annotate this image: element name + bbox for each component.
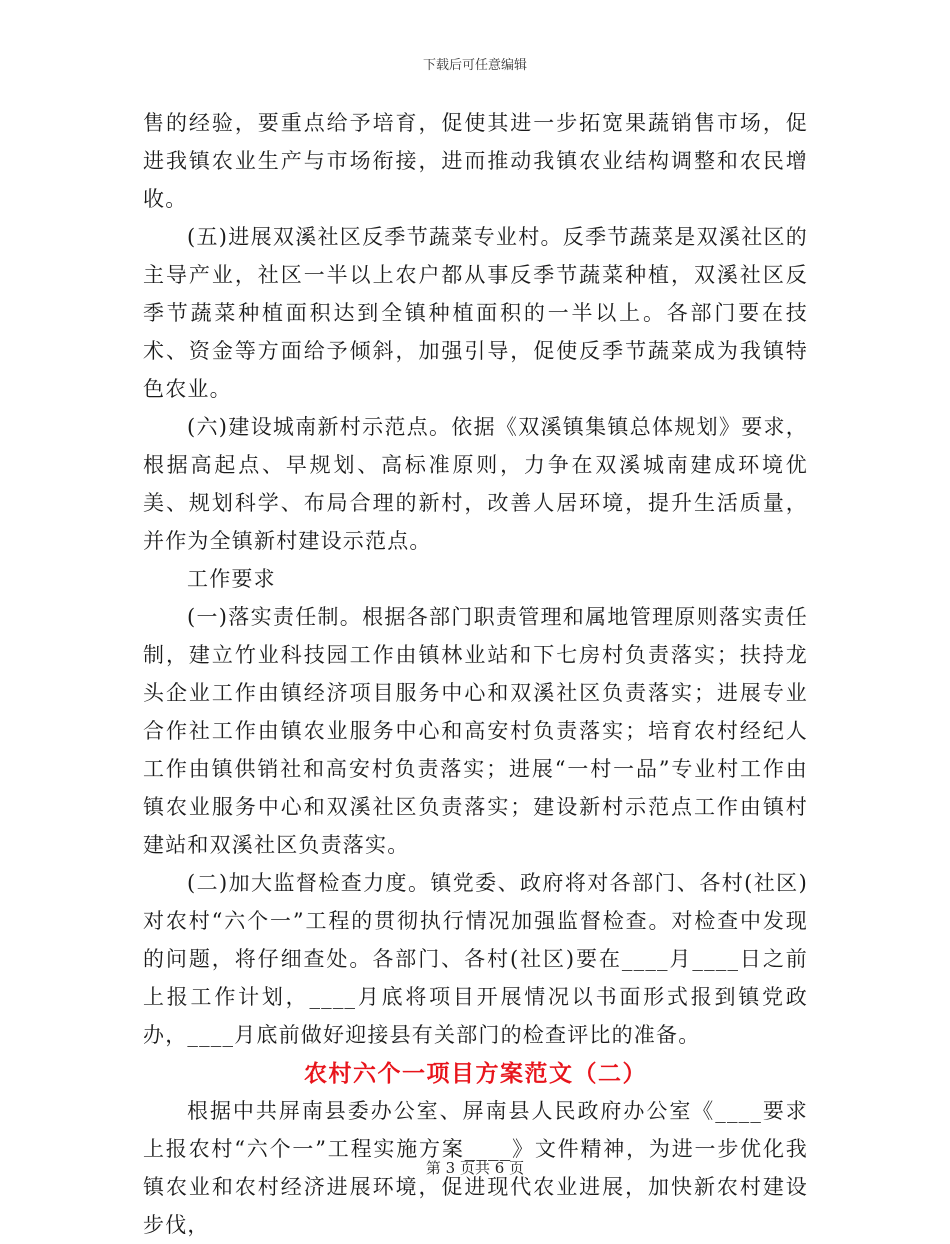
paragraph-requirement-2: (二)加大监督检查力度。镇党委、政府将对各部门、各村(社区)对农村“六个一”工程的贯彻执行情况加强监督检查。对检查中发现的问题，将仔细查处。各部门、各村(社区)要在____月____日之前上报工作计划，____月底将项目开展情况以书面形式报到镇党政办，____月底前做好迎接县有关部门的检查评比的准备。 — [143, 871, 808, 1047]
section-heading: 农村六个一项目方案范文（二） — [304, 1060, 647, 1087]
paragraph-item-5: (五)进展双溪社区反季节蔬菜专业村。反季节蔬菜是双溪社区的主导产业，社区一半以上农户都从事反季节蔬菜种植，双溪社区反季节蔬菜种植面积达到全镇种植面积的一半以上。各部门要在技术、资金等方面给予倾斜，加强引导，促使反季节蔬菜成为我镇特色农业。 — [143, 225, 808, 401]
paragraph-continuation: 售的经验，要重点给予培育，促使其进一步拓宽果蔬销售市场，促进我镇农业生产与市场衔接，进而推动我镇农业结构调整和农民增收。 — [143, 111, 808, 211]
paragraph-item-6: (六)建设城南新村示范点。依据《双溪镇集镇总体规划》要求，根据高起点、早规划、高标准原则，力争在双溪城南建成环境优美、规划科学、布局合理的新村，改善人居环境，提升生活质量，并作为全镇新村建设示范点。 — [143, 415, 808, 553]
page-footer: 第 3 页共 6 页 — [425, 1159, 525, 1177]
paragraph-requirement-1: (一)落实责任制。根据各部门职责管理和属地管理原则落实责任制，建立竹业科技园工作由镇林业站和下七房村负责落实；扶持龙头企业工作由镇经济项目服务中心和双溪社区负责落实；进展专业合作社工作由镇农业服务中心和高安村负责落实；培育农村经纪人工作由镇供销社和高安村负责落实；进展“一村一品”专业村工作由镇农业服务中心和双溪社区负责落实；建设新村示范点工作由镇村建站和双溪社区负责落实。 — [143, 605, 808, 857]
paragraph-section-intro: 根据中共屏南县委办公室、屏南县人民政府办公室《____要求上报农村“六个一”工程实施方案____》文件精神，为进一步优化我镇农业和农村经济进展环境，促进现代农业进展，加快新农村建设步伐， — [143, 1099, 808, 1237]
page-header: 下载后可任意编辑 — [422, 58, 527, 73]
subheading-work-requirements: 工作要求 — [187, 567, 276, 591]
document-body — [143, 104, 808, 1244]
